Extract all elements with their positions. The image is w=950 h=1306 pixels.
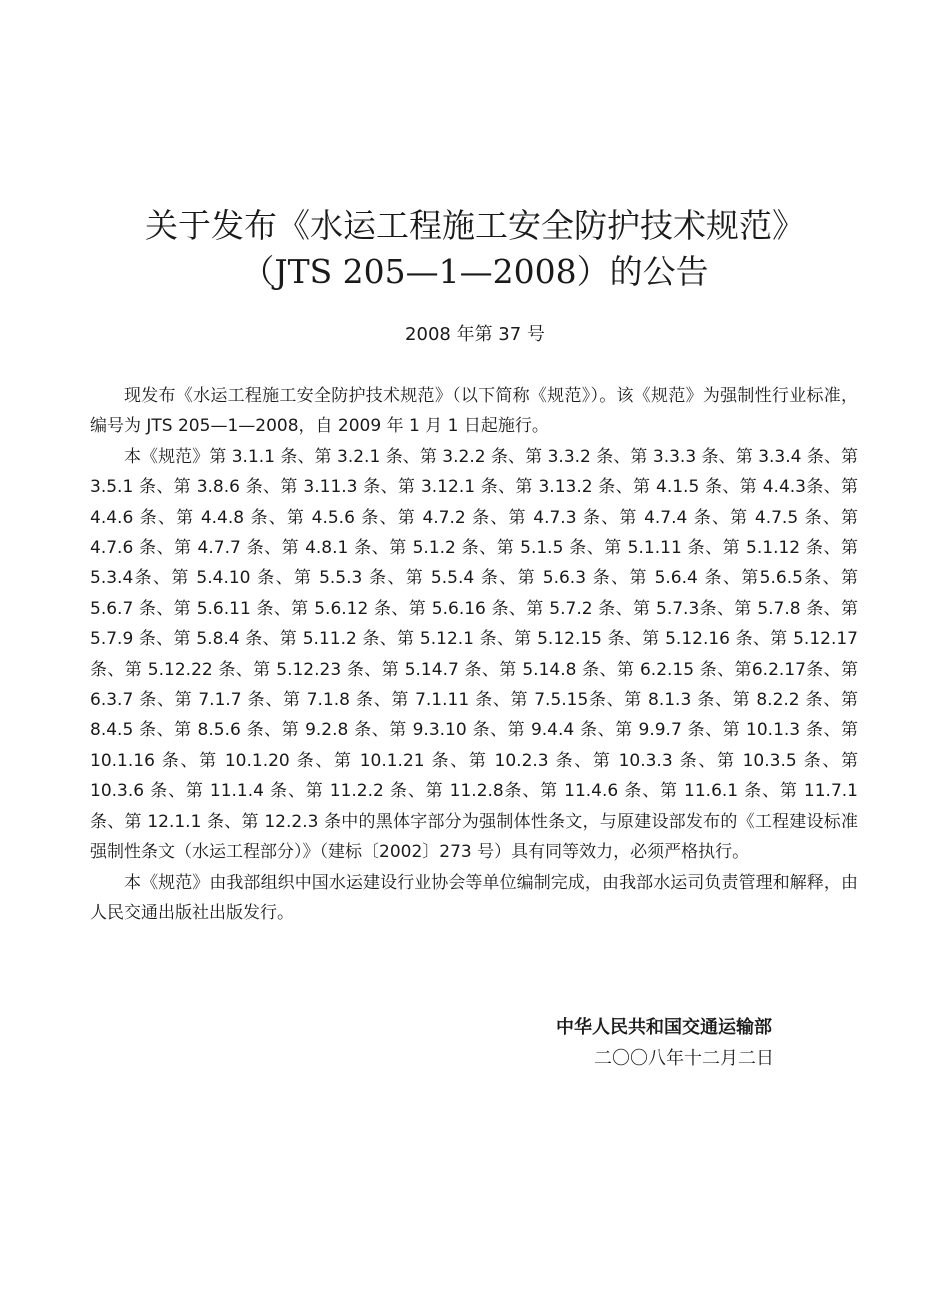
issuing-organization: 中华人民共和国交通运输部 bbox=[556, 1017, 772, 1038]
announcement-title-line-2: （JTS 205—1—2008）的公告 bbox=[241, 252, 709, 291]
paragraph-mandatory-clauses: 本《规范》第 3.1.1 条、第 3.2.1 条、第 3.2.2 条、第 3.3.2 条、第 3.3.3 条、第 3.3.4 条、第 3.5.1 条、第 3.8.6 条、第 3.11.3 条、第 3.12.1 条、第 3.13.2 条、第 4.1.5 条、第 4.4.3条、第 4.4.6 条、第 4.4.8 条、第 4.5.6 条、第 4.7.2 条、第 4.7.3 条、第 4.7.4 条、第 4.7.5 条、第 4.7.6 条、第 4.7.7 条、第 4.8.1 条、第 5.1.2 条、第 5.1.5 条、第 5.1.11 条、第 5.1.12 条、第5.3.4条、第 5.4.10 条、第 5.5.3 条、第 5.5.4 条、第 5.6.3 条、第 5.6.4 条、第5.6.5条、第 5.6.7 条、第 5.6.11 条、第 5.6.12 条、第 5.6.16 条、第 5.7.2 条、第 5.7.3条、第 5.7.8 条、第 5.7.9 条、第 5.8.4 条、第 5.11.2 条、第 5.12.1 条、第 5.12.15 条、第 5.12.16 条、第 5.12.17 条、第 5.12.22 条、第 5.12.23 条、第 5.14.7 条、第 5.14.8 条、第 6.2.15 条、第6.2.17条、第 6.3.7 条、第 7.1.7 条、第 7.1.8 条、第 7.1.11 条、第 7.5.15条、第 8.1.3 条、第 8.2.2 条、第 8.4.5 条、第 8.5.6 条、第 9.2.8 条、第 9.3.10 条、第 9.4.4 条、第 9.9.7 条、第 10.1.3 条、第 10.1.16 条、第 10.1.20 条、第 10.1.21 条、第 10.2.3 条、第 10.3.3 条、第 10.3.5 条、第 10.3.6 条、第 11.1.4 条、第 11.2.2 条、第 11.2.8条、第 11.4.6 条、第 11.6.1 条、第 11.7.1 条、第 12.1.1 条、第 12.2.3 条中的黑体字部分为强制体性条文，与原建设部发布的《工程建设标准强制性条文（水运工程部分）》（建标〔2002〕273 号）具有同等效力，必须严格执行。 bbox=[90, 446, 858, 863]
issue-date: 二〇〇八年十二月二日 bbox=[594, 1048, 774, 1069]
document-number: 2008 年第 37 号 bbox=[405, 324, 545, 345]
announcement-title-line-1: 关于发布《水运工程施工安全防护技术规范》 bbox=[145, 206, 805, 245]
announcement-body bbox=[90, 381, 858, 928]
paragraph-compilation: 本《规范》由我部组织中国水运建设行业协会等单位编制完成，由我部水运司负责管理和解释，由人民交通出版社出版发行。 bbox=[90, 872, 858, 923]
paragraph-publication: 现发布《水运工程施工安全防护技术规范》（以下简称《规范》）。该《规范》为强制性行业标准，编号为 JTS 205—1—2008，自 2009 年 1 月 1 日起施行。 bbox=[90, 386, 858, 437]
